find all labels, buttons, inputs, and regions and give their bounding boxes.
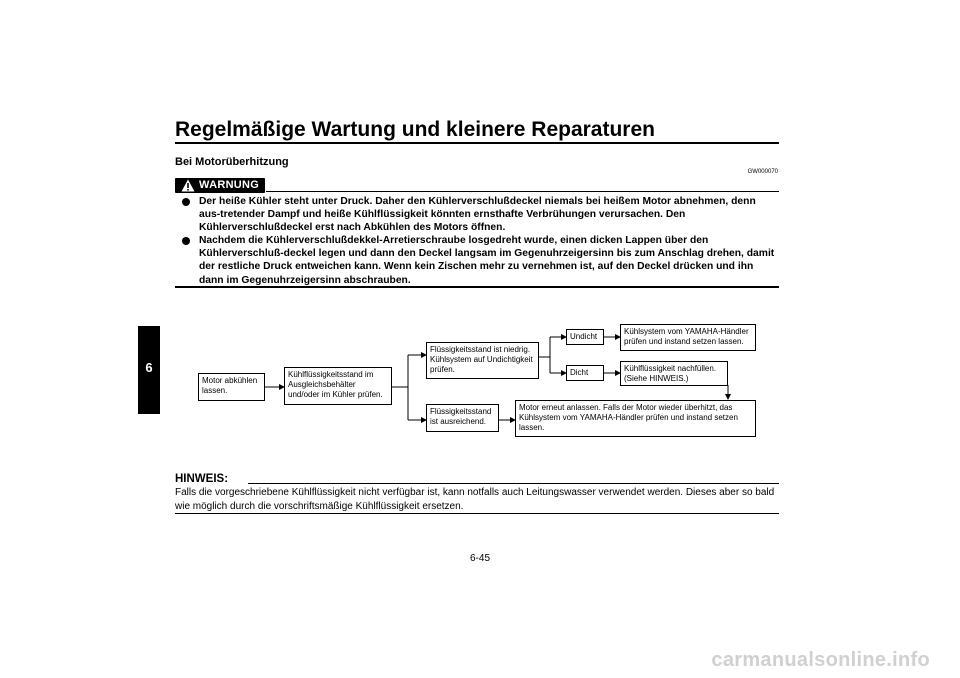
warning-label: WARNUNG	[199, 179, 260, 191]
flow-box-level-low: Flüssigkeitsstand ist niedrig. Kühlsystem auf Undichtigkeit prüfen.	[426, 342, 539, 379]
flow-box-sealed: Dicht	[566, 365, 604, 381]
section-heading: Bei Motorüberhitzung	[175, 156, 289, 168]
chapter-tab	[138, 326, 160, 414]
flow-box-check-level: Kühlflüssigkeitsstand im Ausgleichsbehälter und/oder im Kühler prüfen.	[284, 367, 392, 405]
flow-box-level-ok: Flüssigkeitsstand ist ausreichend.	[426, 404, 499, 432]
title-rule	[175, 142, 779, 144]
warning-item	[175, 195, 779, 235]
bullet-icon	[182, 237, 190, 245]
reference-code: GW000070	[747, 169, 778, 175]
flow-box-restart: Motor erneut anlassen. Falls der Motor wieder überhitzt, das Kühlsystem vom YAMAHA-Händler prüfen und instand setzen lassen.	[515, 400, 756, 437]
bullet-icon	[182, 198, 190, 206]
warning-rule	[266, 191, 779, 192]
warning-item	[175, 234, 779, 286]
flow-box-leaking: Undicht	[566, 329, 604, 345]
note-rule-bottom	[175, 513, 779, 514]
flow-box-dealer-repair: Kühlsystem vom YAMAHA-Händler prüfen und instand setzen lassen.	[620, 324, 756, 351]
flow-box-motor-cool: Motor abkühlen lassen.	[198, 373, 265, 401]
page-number: 6-45	[469, 553, 490, 564]
warning-bottom-rule	[175, 286, 779, 288]
warning-badge	[175, 178, 265, 193]
note-label: HINWEIS:	[175, 473, 229, 485]
warning-item-text: Der heiße Kühler steht unter Druck. Daher den Kühlerverschlußdeckel niemals bei heißem Motor abnehmen, denn aus-tretender Dampf und heiße Kühlflüssigkeit könnten ernsthafte Verbrühungen verursachen. Den Kühlerverschlußdeckel erst nach Abkühlen des Motors öffnen.	[199, 196, 756, 234]
flow-box-refill: Kühlflüssigkeit nachfüllen. (Siehe HINWEIS.)	[620, 361, 728, 386]
warning-item-text: Nachdem die Kühlerverschlußdekkel-Arretierschraube losgedreht wurde, einen dicken Lappen über den Kühlerverschluß-deckel legen und dann den Deckel langsam im Gegenuhrzeigersinn bis zum Anschlag drehen, damit der restliche Druck entweichen kann. Wenn kein Zischen mehr zu vernehmen ist, auf den Deckel drücken und ihn dann im Gegenuhrzeigersinn abschrauben.	[199, 235, 775, 286]
warning-triangle-icon	[181, 179, 195, 192]
page-title: Regelmäßige Wartung und kleinere Reparaturen	[175, 118, 655, 141]
chapter-number: 6	[145, 360, 153, 375]
watermark: carmanualsonline.info	[711, 649, 930, 671]
note-text: Falls die vorgeschriebene Kühlflüssigkeit nicht verfügbar ist, kann notfalls auch Leitungswasser verwendet werden. Dieses aber so bald wie möglich durch die vorschriftsmäßige Kühlflüssigkeit ersetzen.	[175, 487, 775, 512]
note-rule-top	[248, 483, 779, 484]
